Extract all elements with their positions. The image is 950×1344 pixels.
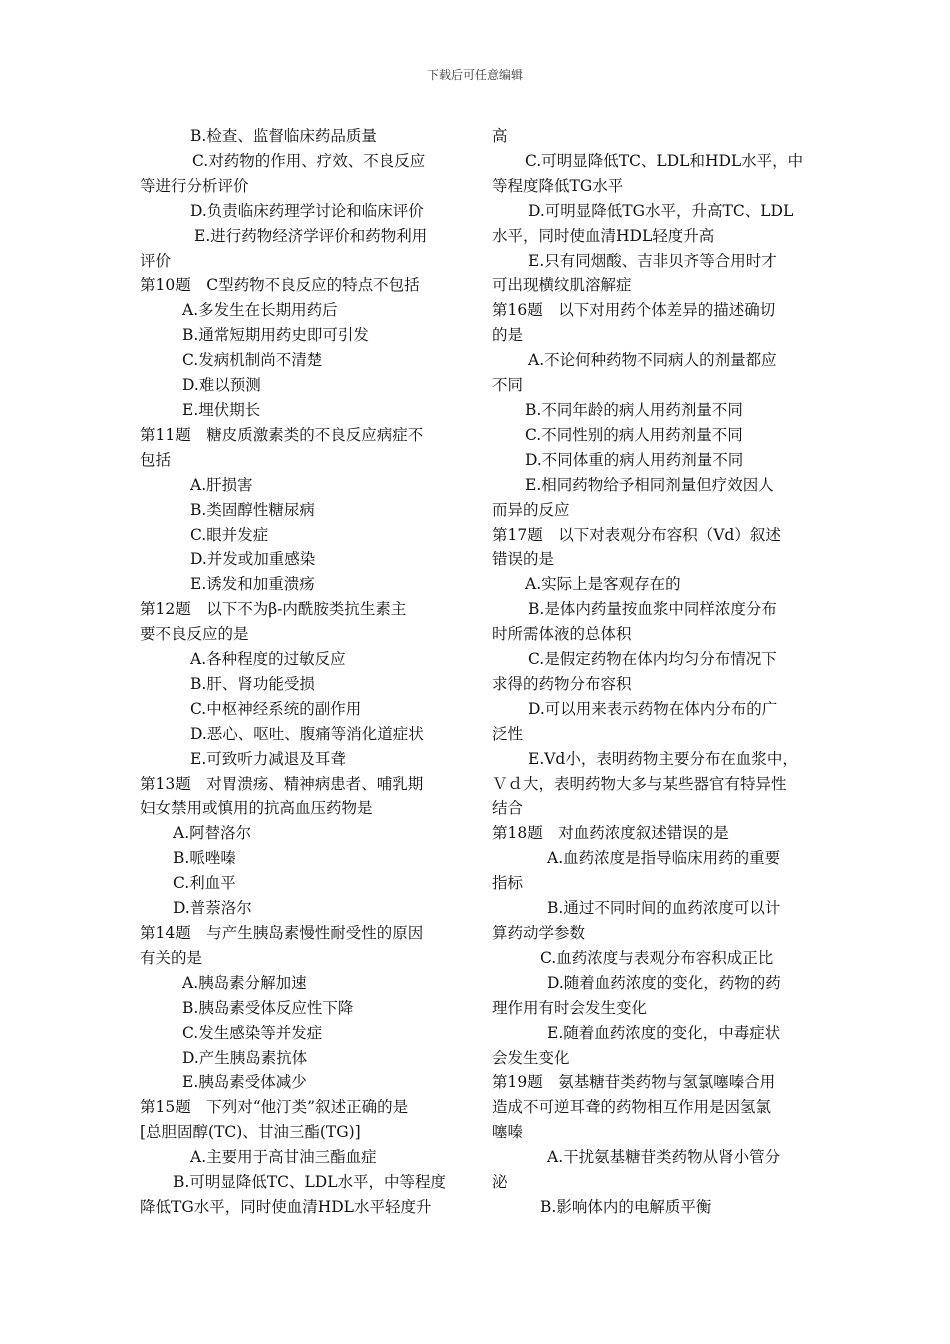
answer-option: D.负责临床药理学讨论和临床评价: [190, 201, 424, 220]
text-line: 高: [492, 127, 508, 145]
text-line: 错误的是: [492, 550, 555, 569]
answer-option: D.并发或加重感染: [190, 550, 316, 569]
answer-option: D.随着血药浓度的变化，药物的药: [547, 973, 781, 992]
text-line: 可出现横纹肌溶解症: [492, 276, 632, 295]
text-line: 泌: [492, 1173, 508, 1192]
answer-option: A.干扰氨基糖苷类药物从肾小管分: [547, 1148, 781, 1167]
answer-option: E.随着血药浓度的变化，中毒症状: [547, 1023, 781, 1042]
answer-option: B.类固醇性糖尿病: [190, 500, 315, 519]
question-heading: 第11题 糖皮质激素类的不良反应病症不: [140, 425, 424, 444]
answer-option: E.胰岛素受体减少: [182, 1073, 307, 1092]
answer-option: D.可以用来表示药物在体内分布的广: [528, 699, 778, 718]
answer-option: E.可致听力减退及耳聋: [190, 749, 346, 768]
answer-option: C.利血平: [173, 874, 236, 893]
text-line: 而异的反应: [492, 500, 570, 519]
question-heading: 第17题 以下对表观分布容积（Vd）叙述: [492, 525, 781, 544]
text-line: 等程度降低TG水平: [492, 176, 624, 195]
answer-option: B.是体内药量按血浆中同样浓度分布: [528, 600, 777, 619]
question-heading: 第13题 对胃溃疡、精神病患者、哺乳期: [140, 774, 424, 793]
answer-option: C.不同性别的病人用药剂量不同: [525, 425, 743, 444]
answer-option: E.相同药物给予相同剂量但疗效因人: [525, 475, 774, 494]
answer-option: B.胰岛素受体反应性下降: [182, 998, 354, 1017]
question-heading: 第16题 以下对用药个体差异的描述确切: [492, 301, 776, 320]
text-line: 要不良反应的是: [140, 625, 249, 644]
question-heading: 第19题 氨基糖苷类药物与氢氯噻嗪合用: [492, 1073, 776, 1092]
answer-option: D.难以预测: [182, 376, 261, 395]
text-line: 评价: [140, 251, 172, 270]
answer-option: A.阿替洛尔: [173, 824, 252, 843]
text-line: 会发生变化: [492, 1048, 570, 1067]
answer-option: A.多发生在长期用药后: [182, 301, 338, 320]
text-line: 妇女禁用或慎用的抗高血压药物是: [140, 799, 373, 818]
text-line: 的是: [492, 326, 524, 345]
text-line: 水平，同时使血清HDL轻度升高: [492, 226, 715, 245]
answer-option: B.影响体内的电解质平衡: [540, 1197, 712, 1216]
answer-option: B.通过不同时间的血药浓度可以计: [547, 899, 781, 918]
text-line: 指标: [492, 874, 524, 893]
right-column: [492, 124, 814, 1220]
question-heading: 第14题 与产生胰岛素慢性耐受性的原因: [140, 924, 424, 942]
answer-option: B.肝、肾功能受损: [190, 674, 315, 693]
answer-option: A.实际上是客观存在的: [525, 575, 681, 594]
text-line: 噻嗪: [492, 1123, 524, 1142]
answer-option: A.胰岛素分解加速: [182, 973, 307, 992]
question-heading: 第10题 C型药物不良反应的特点不包括: [140, 276, 420, 295]
answer-option: C.发生感染等并发症: [182, 1023, 323, 1042]
answer-option: E.进行药物经济学评价和药物利用: [194, 226, 428, 245]
question-heading: 第18题 对血药浓度叙述错误的是: [492, 824, 729, 843]
text-line: 泛性: [492, 724, 524, 743]
answer-option: C.中枢神经系统的副作用: [190, 699, 362, 718]
answer-option: D.普萘洛尔: [173, 899, 252, 918]
answer-option: A.主要用于高甘油三酯血症: [190, 1148, 377, 1167]
answer-option: C.发病机制尚不清楚: [182, 351, 323, 370]
answer-option: B.不同年龄的病人用药剂量不同: [525, 400, 743, 419]
text-line: 降低TG水平，同时使血清HDL水平轻度升: [140, 1197, 432, 1216]
text-line: 有关的是: [140, 948, 203, 967]
answer-option: C.眼并发症: [190, 525, 269, 544]
text-line: 时所需体液的总体积: [492, 625, 632, 644]
text-line: 等进行分析评价: [140, 176, 249, 195]
text-line: 不同: [492, 376, 524, 395]
answer-option: C.是假定药物在体内均匀分布情况下: [528, 650, 777, 669]
answer-option: C.可明显降低TC、LDL和HDL水平，中: [525, 151, 804, 170]
answer-option: D.产生胰岛素抗体: [182, 1048, 308, 1067]
text-line: 算药动学参数: [492, 924, 586, 942]
answer-option: B.通常短期用药史即可引发: [182, 326, 369, 345]
answer-option: C.对药物的作用、疗效、不良反应: [192, 151, 426, 170]
answer-option: A.血药浓度是指导临床用药的重要: [547, 849, 781, 868]
text-line: Ｖｄ大，表明药物大多与某些器官有特异性: [492, 774, 787, 793]
answer-option: E.诱发和加重溃疡: [190, 575, 315, 594]
answer-option: E.只有同烟酸、吉非贝齐等合用时才: [528, 251, 777, 270]
text-line: 造成不可逆耳聋的药物相互作用是因氢氯: [492, 1098, 772, 1117]
answer-option: A.肝损害: [190, 475, 253, 494]
answer-option: D.可明显降低TG水平，升高TC、LDL: [528, 201, 794, 220]
answer-option: E.埋伏期长: [182, 400, 261, 419]
answer-option: D.恶心、呕吐、腹痛等消化道症状: [190, 724, 424, 743]
text-line: [总胆固醇(TC)、甘油三酯(TG)]: [140, 1123, 361, 1142]
answer-option: B.可明显降低TC、LDL水平，中等程度: [173, 1173, 447, 1192]
question-heading: 第15题 下列对“他汀类”叙述正确的是: [140, 1098, 409, 1117]
answer-option: B.检查、监督临床药品质量: [190, 127, 377, 145]
text-line: 结合: [492, 799, 524, 818]
question-heading: 第12题 以下不为β-内酰胺类抗生素主: [140, 600, 407, 619]
answer-option: A.不论何种药物不同病人的剂量都应: [528, 351, 777, 370]
text-line: 理作用有时会发生变化: [492, 998, 648, 1017]
text-line: 包括: [140, 450, 172, 469]
text-line: 求得的药物分布容积: [492, 674, 632, 693]
left-column: [140, 124, 462, 1220]
answer-option: B.哌唑嗪: [173, 849, 236, 868]
answer-option: C.血药浓度与表观分布容积成正比: [540, 948, 774, 967]
answer-option: E.Vd小，表明药物主要分布在血浆中，: [528, 749, 798, 768]
answer-option: A.各种程度的过敏反应: [190, 650, 346, 669]
page-header: 下载后可任意编辑: [426, 68, 523, 82]
answer-option: D.不同体重的病人用药剂量不同: [525, 450, 744, 469]
